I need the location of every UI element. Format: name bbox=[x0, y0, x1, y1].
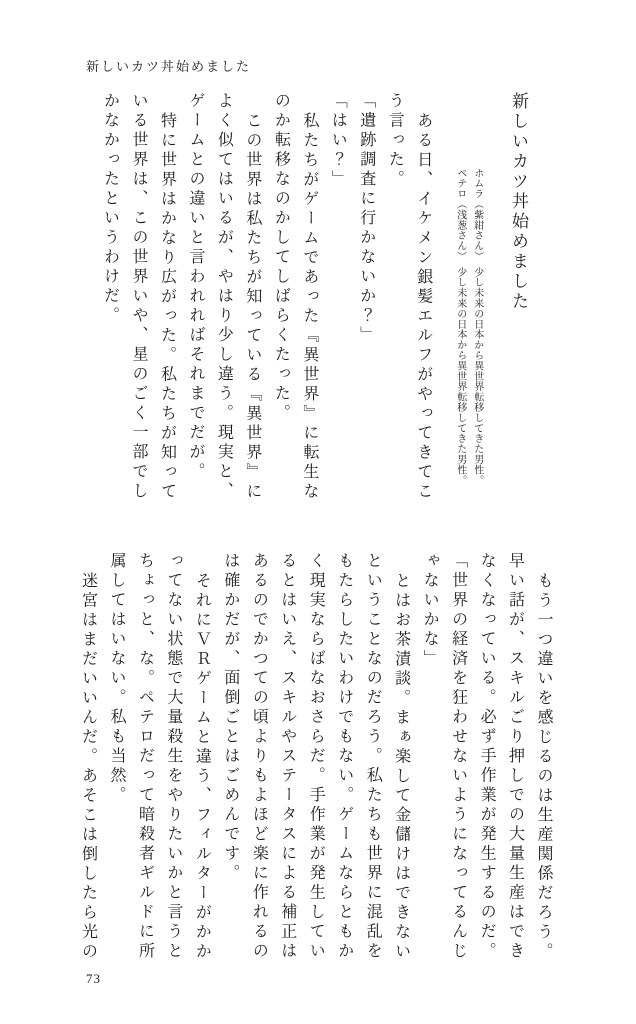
paragraph: ある日、イケメン銀髪エルフがやってきてこう言った。 bbox=[386, 92, 432, 502]
paragraph: 私たちがゲームであった『異世界』に転生なのか転移なのかしてしばらくたった。 bbox=[272, 92, 318, 502]
paragraph: 「はい？」 bbox=[329, 92, 347, 190]
paragraph: 「世界の経済を狂わせないようになってるんじゃないかな」 bbox=[421, 552, 467, 962]
paragraph: 迷宮はまだいいんだ。あそこは倒したら光の bbox=[79, 571, 97, 962]
paragraph: とはお茶漬談。まぁ楽して金儲けはできないということなのだろう。私たちも世界に混乱をもたらしたいわけでもない。ゲームならともかく現実ならばなおさらだ。手作業が発生しているとはいえ、スキルやステータスによる補正はあるのでかつての頃よりもよほど楽に作れるのは確かだが、面倒ごとはごめんです。 bbox=[221, 552, 410, 962]
running-header: 新しいカツ丼始めました bbox=[86, 59, 252, 74]
page-number: 73 bbox=[86, 971, 101, 986]
top-section bbox=[95, 92, 534, 505]
paragraph: この世界は私たちが知っている『異世界』によく似てはいるが、やはり少し違う。現実と、ゲームとの違いと言われればそれまでだが。 bbox=[186, 92, 261, 502]
paragraph: 特に世界はかなり広がった。私たちが知っている世界は、この世界いや、星のごく一部でしかなかったというわけだ。 bbox=[101, 92, 176, 502]
character-notes bbox=[452, 92, 486, 505]
bottom-section bbox=[73, 552, 557, 965]
paragraph: それにＶＲゲームと違う、フィルターがかかってない状態で大量殺生をやりたいかと言うとちょっと、な。ペテロだって暗殺者ギルドに所属してはいない。私も当然。 bbox=[107, 552, 211, 962]
paragraph: もう一つ違いを感じるのは生産関係だろう。早い話が、スキルごり押しでの大量生産はできなくなっている。必ず手作業が発生するのだ。 bbox=[478, 552, 552, 962]
paragraph: 「遺跡調査に行かないか？」 bbox=[357, 92, 375, 346]
character-note-homura: ホムラ（紫紺さん） 少し未来の日本から異世界転移してきた男性。 bbox=[471, 168, 483, 486]
story-title: 新しいカツ丼始めました bbox=[509, 92, 528, 312]
character-note-petero: ペテロ（浅葱さん） 少し未来の日本から異世界転移してきた男性。 bbox=[454, 168, 466, 486]
body-text-top bbox=[95, 92, 437, 505]
